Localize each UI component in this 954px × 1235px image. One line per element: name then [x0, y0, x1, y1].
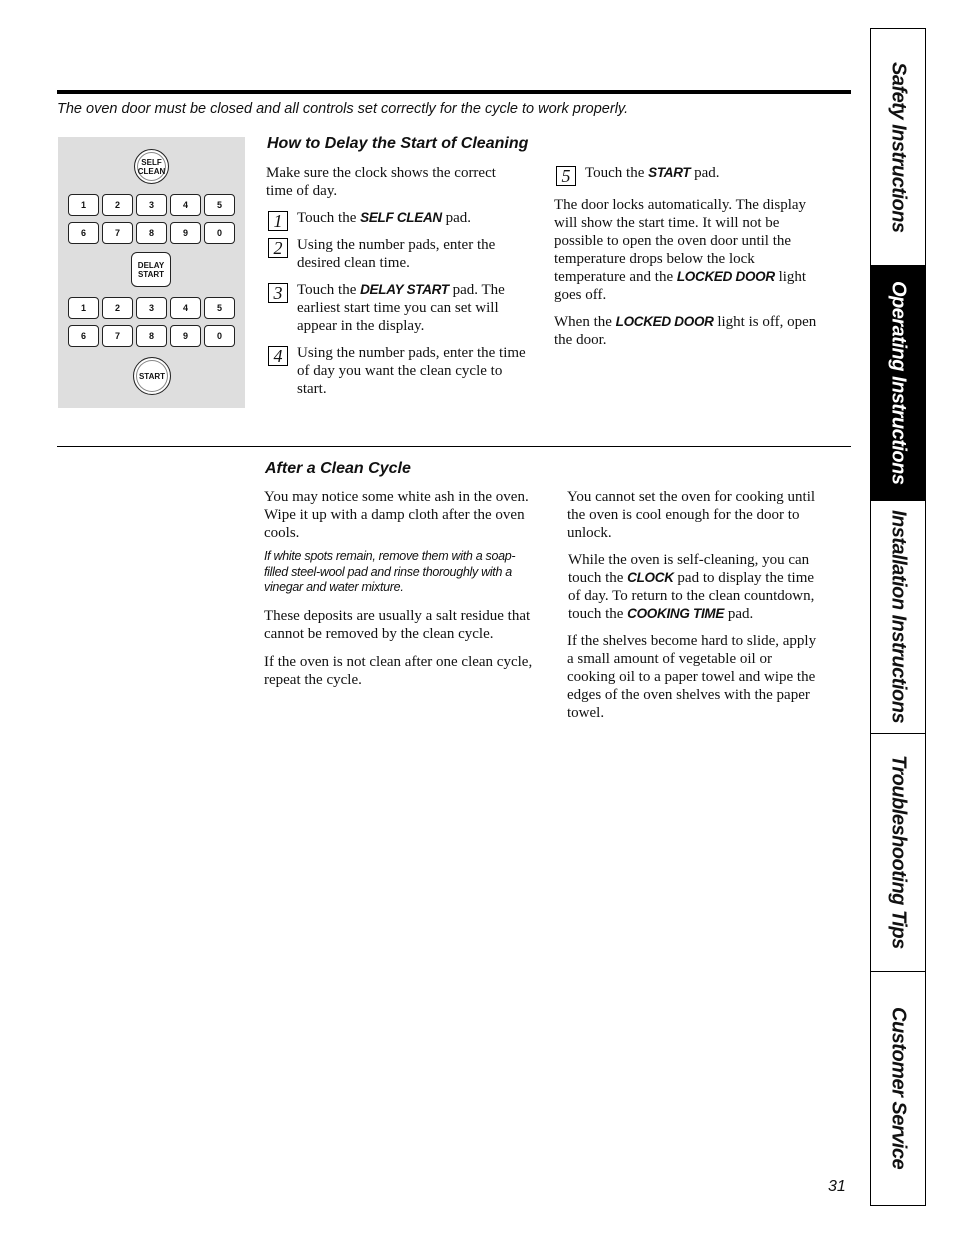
after-column-left	[264, 488, 536, 689]
tab-operating-instructions[interactable]: Operating Instructions	[871, 265, 925, 501]
page-number: 31	[828, 1178, 846, 1195]
self-clean-keyword: SELF CLEAN	[360, 210, 442, 225]
number-key: 5	[204, 297, 235, 319]
repeat-cycle-paragraph: If the oven is not clean after one clean cycle, repeat the cycle.	[264, 653, 533, 688]
number-key: 2	[102, 297, 133, 319]
number-key: 9	[170, 222, 201, 244]
start-key: START	[133, 357, 171, 395]
delay-heading: How to Delay the Start of Cleaning	[267, 135, 529, 152]
deposits-paragraph: These deposits are usually a salt residue that cannot be removed by the clean cycle.	[264, 607, 531, 642]
number-key: 9	[170, 325, 201, 347]
clock-paragraph: While the oven is self-cleaning, you can touch the CLOCK pad to display the time of day. To return to the clean countdown, touch the COOKING TIME pad.	[568, 552, 815, 622]
delay-start-keyword: DELAY START	[360, 282, 449, 297]
tab-customer-service[interactable]: Customer Service	[887, 1006, 910, 1170]
top-rule	[57, 90, 851, 94]
after-heading: After a Clean Cycle	[265, 460, 411, 477]
number-key: 1	[68, 194, 99, 216]
delay-intro: Make sure the clock shows the correct time of day.	[266, 165, 496, 199]
number-key: 1	[68, 297, 99, 319]
locked-door-keyword: LOCKED DOOR	[676, 269, 775, 284]
number-key: 6	[68, 325, 99, 347]
number-key: 4	[170, 194, 201, 216]
step-number: 2	[268, 238, 288, 258]
section-divider	[57, 446, 851, 447]
start-keyword: START	[648, 165, 691, 180]
locked-door-keyword: LOCKED DOOR	[615, 314, 714, 329]
tab-installation-instructions[interactable]: Installation Instructions	[871, 500, 925, 734]
number-key: 8	[136, 325, 167, 347]
delay-start-key: DELAY START	[131, 252, 171, 287]
step-number: 3	[268, 283, 288, 303]
number-key: 3	[136, 297, 167, 319]
cooking-time-keyword: COOKING TIME	[627, 606, 725, 621]
ash-paragraph: You may notice some white ash in the oven. Wipe it up with a damp cloth after the oven cools.	[264, 489, 529, 541]
step-number: 4	[268, 346, 288, 366]
cycle-note: The oven door must be closed and all controls set correctly for the cycle to work properly.	[57, 101, 629, 117]
number-key: 4	[170, 297, 201, 319]
door-locks-paragraph: The door locks automatically. The display will show the start time. It will not be possible to open the oven door until the temperature drops below the lock temperature and the LOCKED DOOR light goes off.	[554, 197, 807, 303]
step-number: 1	[268, 211, 288, 231]
number-key: 3	[136, 194, 167, 216]
shelves-paragraph: If the shelves become hard to slide, apply a small amount of vegetable oil or cooking oil to a paper towel and wipe the edges of the oven shelves with the paper towel.	[567, 633, 817, 721]
number-key: 7	[102, 222, 133, 244]
side-navigation-tabs	[870, 28, 926, 1206]
cooking-lock-paragraph: You cannot set the oven for cooking until the oven is cool enough for the door to unlock.	[567, 489, 816, 541]
tab-troubleshooting-tips[interactable]: Troubleshooting Tips	[871, 733, 925, 972]
number-key: 7	[102, 325, 133, 347]
number-key: 8	[136, 222, 167, 244]
clock-keyword: CLOCK	[627, 570, 674, 585]
number-key: 2	[102, 194, 133, 216]
number-key: 0	[204, 222, 235, 244]
number-key: 5	[204, 194, 235, 216]
after-column-right	[567, 488, 823, 722]
number-key: 6	[68, 222, 99, 244]
number-key: 0	[204, 325, 235, 347]
step-number: 5	[556, 166, 576, 186]
white-spots-note: If white spots remain, remove them with a soap-filled steel-wool pad and rinse thoroughly with a vinegar and water mixture.	[264, 549, 516, 594]
control-panel-illustration	[58, 137, 245, 408]
open-door-paragraph: When the LOCKED DOOR light is off, open the door.	[554, 314, 817, 348]
self-clean-key: SELF CLEAN	[134, 149, 169, 184]
tab-safety-instructions[interactable]: Safety Instructions	[871, 29, 925, 266]
